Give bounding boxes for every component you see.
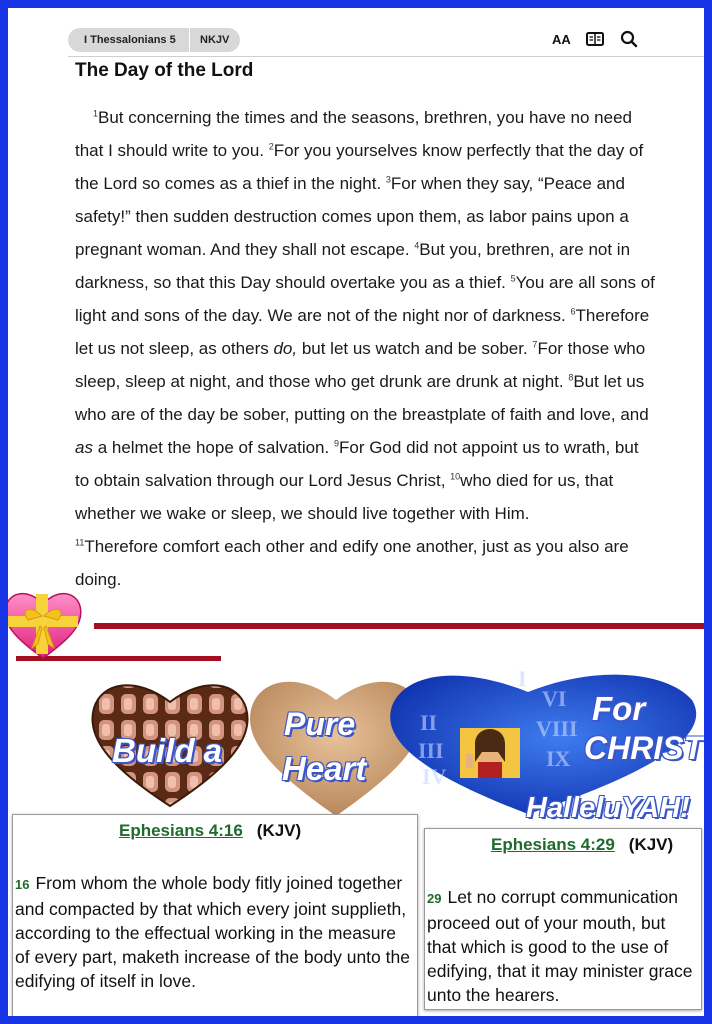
parallel-view-icon[interactable] (586, 32, 604, 51)
banner-build-text: Build a (112, 732, 223, 769)
banner-halleluyah-text: HalleluYAH! (526, 792, 690, 824)
verse-4[interactable]: $^4$But you, brethren, are not in darkness, so that this Day should overtake you as a thief. (75, 240, 631, 292)
reader-toolbar (8, 26, 704, 54)
ephesians-4-29-reference: Ephesians 4:29 (KJV) (491, 835, 674, 854)
ephesians-4-16-reference: Ephesians 4:16 (KJV) (119, 821, 302, 840)
highlight-underline (94, 623, 704, 629)
ephesians-4-16-card (12, 814, 418, 1016)
ephesians-4-29-link[interactable]: Ephesians 4:29 (491, 835, 615, 854)
verse-10[interactable]: $^{10}$who died for us, that whether we wake or sleep, we should live together with Him. (75, 471, 614, 523)
svg-text:III: III (418, 738, 444, 763)
banner-heart-text: Heart (282, 750, 367, 787)
banner-for-text: For (592, 690, 646, 727)
verse-2[interactable]: $^2$For you yourselves know perfectly that the day of the Lord so comes as a thief in the night. (75, 141, 644, 193)
version-button[interactable]: NKJV (200, 34, 230, 46)
verse-8[interactable]: $^8$But let us who are of the day be sober, putting on the breastplate of faith and love, and as a helmet the hope of salvation. (75, 372, 649, 457)
verse-11[interactable]: $^{11}$Therefore comfort each other and edify one another, just as you also are doing. (75, 537, 629, 589)
svg-text:IX: IX (546, 746, 571, 771)
svg-text:IV: IV (422, 764, 447, 789)
verse-3[interactable]: $^3$For when they say, “Peace and safety!” then sudden destruction comes upon them, as labor pains upon a pregnant woman. And they shall not escape. (75, 174, 629, 259)
toolbar-divider (68, 56, 704, 57)
verse-1[interactable]: $^1$But concerning the times and the seasons, brethren, you have no need that I should write to you. (75, 108, 632, 160)
verse-5[interactable]: $^5$You are all sons of light and sons of the day. We are not of the night nor of darkness. (75, 273, 655, 325)
verse-6[interactable]: $^6$Therefore let us not sleep, as others do, but let us watch and be sober. (75, 306, 650, 358)
banner-pure-text: Pure (284, 706, 356, 742)
book-chapter-button[interactable]: I Thessalonians 5 (84, 34, 176, 46)
svg-text:II: II (420, 710, 438, 735)
book-version-selector[interactable] (68, 28, 240, 52)
svg-text:I: I (518, 666, 527, 691)
svg-text:VI: VI (542, 686, 567, 711)
ephesians-4-16-text: 16 From whom the whole body fitly joined together and compacted by that which every joint supplieth, according to the effectual working in the measure of every part, maketh increase of the body unto the edifying of itself in love. (15, 873, 410, 991)
heart-with-ribbon-icon (8, 586, 84, 662)
pure-heart-banner (8, 666, 704, 824)
section-heading: The Day of the Lord (75, 60, 254, 81)
verse-7[interactable]: $^7$For those who sleep, sleep at night, and those who get drunk are drunk at night. (75, 339, 646, 391)
verse-9[interactable]: $^9$For God did not appoint us to wrath, but to obtain salvation through our Lord Jesus Christ, (75, 438, 639, 490)
ephesians-4-16-link[interactable]: Ephesians 4:16 (119, 821, 243, 840)
banner-christ-text: CHRIST (584, 730, 704, 766)
search-icon[interactable] (620, 30, 638, 53)
svg-text:VIII: VIII (536, 716, 578, 741)
page-frame (8, 8, 704, 1016)
ephesians-4-29-card (424, 828, 702, 1010)
scripture-passage (75, 101, 655, 596)
text-size-icon[interactable]: AA (552, 32, 571, 47)
ephesians-4-29-text: 29 Let no corrupt communication proceed out of your mouth, but that which is good to the use of edifying, that it may minister grace unto the hearers. (427, 887, 693, 1005)
